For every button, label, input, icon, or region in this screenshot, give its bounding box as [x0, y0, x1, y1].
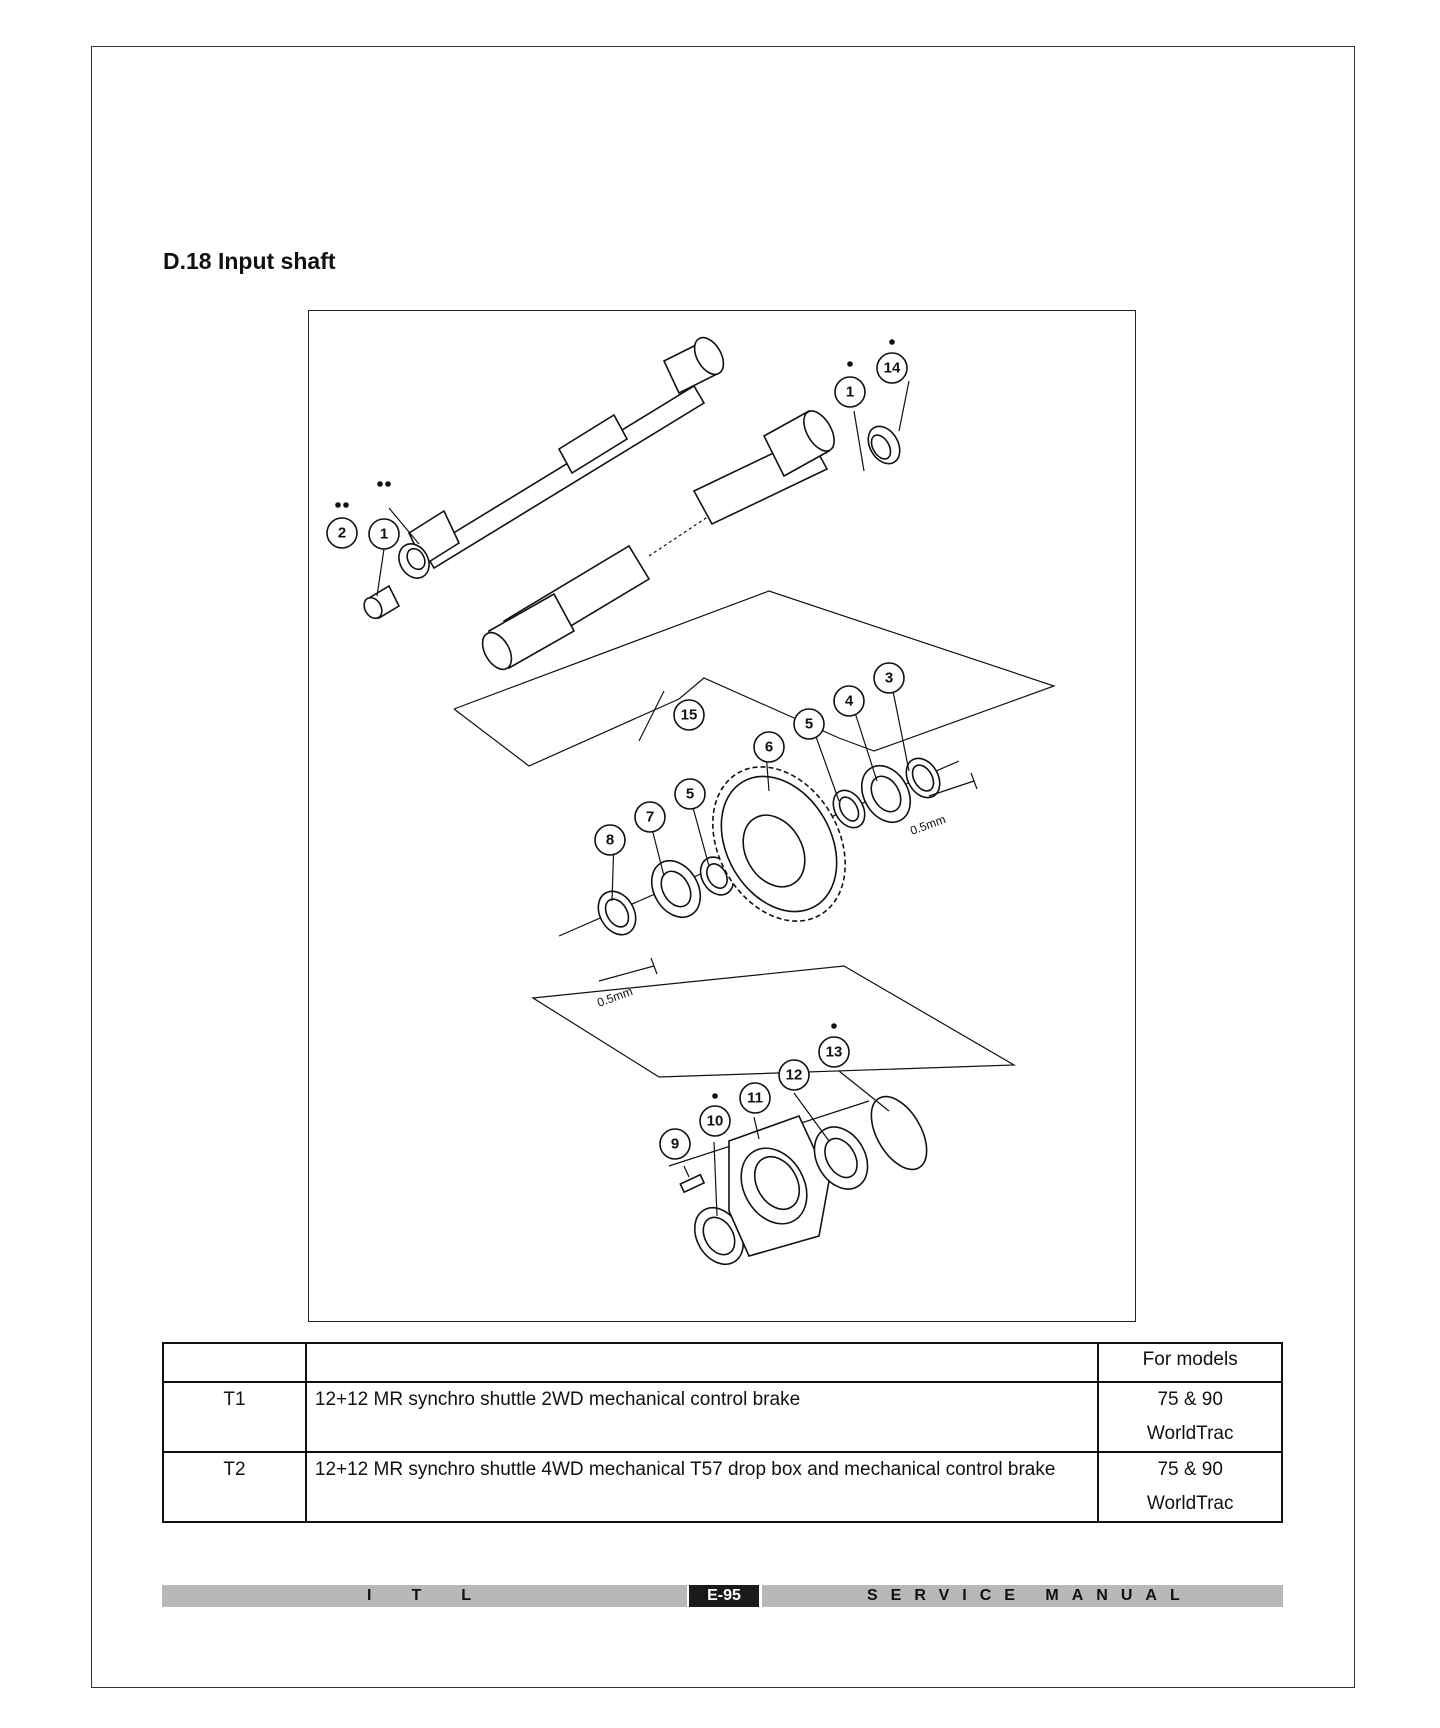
model-applicability-table: [162, 1342, 1283, 1523]
row-models: [1098, 1382, 1282, 1452]
svg-text:5: 5: [804, 715, 814, 733]
svg-text:1: 1: [845, 383, 855, 401]
footer-brand: ITL: [367, 1587, 511, 1604]
svg-text:4: 4: [844, 692, 854, 710]
callout-5-left: [675, 779, 705, 809]
row-models-line1: 75 & 90: [1157, 1459, 1223, 1480]
svg-text:9: 9: [670, 1135, 680, 1153]
svg-text:12: 12: [785, 1066, 803, 1084]
svg-text:8: 8: [605, 831, 615, 849]
callout-1-upper-left: [369, 519, 399, 549]
page-footer: [162, 1585, 1283, 1607]
svg-text:6: 6: [764, 738, 774, 756]
input-shaft-drawing: [361, 333, 730, 622]
callout-10: [700, 1106, 730, 1136]
callout-14: [877, 353, 907, 383]
svg-text:15: 15: [680, 706, 698, 724]
footer-left-band: [162, 1585, 687, 1607]
footer-right-band: [762, 1585, 1283, 1607]
row-code: T1: [163, 1382, 306, 1452]
callout-11: [740, 1083, 770, 1113]
callout-8: [595, 825, 625, 855]
row-models-line2: WorldTrac: [1146, 1423, 1234, 1444]
header-description: [306, 1343, 1098, 1382]
callout-2: [327, 518, 357, 548]
row-models-line1: 75 & 90: [1157, 1389, 1223, 1410]
table-header-row: [163, 1343, 1282, 1382]
row-description: 12+12 MR synchro shuttle 2WD mechanical control brake: [306, 1382, 1098, 1452]
callout-13: [819, 1037, 849, 1067]
table-row: [163, 1382, 1282, 1452]
callout-3: [874, 663, 904, 693]
footer-page-number: E-95: [689, 1585, 759, 1607]
svg-text:10: 10: [706, 1112, 724, 1130]
callout-9: [660, 1129, 690, 1159]
callout-6: [754, 732, 784, 762]
callout-4: [834, 686, 864, 716]
callout-1-upper-right: [835, 377, 865, 407]
svg-text:3: 3: [884, 669, 894, 687]
svg-text:1: 1: [379, 525, 389, 543]
section-title: D.18 Input shaft: [163, 248, 336, 274]
group-outline-lower: [533, 966, 1014, 1077]
svg-text:11: 11: [747, 1089, 763, 1107]
row-models: [1098, 1452, 1282, 1522]
row-description: 12+12 MR synchro shuttle 4WD mechanical T57 drop box and mechanical control brake: [306, 1452, 1098, 1522]
svg-text:13: 13: [825, 1043, 843, 1061]
svg-text:5: 5: [685, 785, 695, 803]
callout-15: [674, 700, 704, 730]
callout-7: [635, 802, 665, 832]
exploded-diagram: [308, 310, 1136, 1322]
diagram-canvas: [309, 311, 1135, 1321]
svg-text:7: 7: [645, 808, 655, 826]
leader-lines: [377, 381, 909, 1216]
header-code: [163, 1343, 306, 1382]
header-models: For models: [1098, 1343, 1282, 1382]
row-models-line2: WorldTrac: [1146, 1493, 1234, 1514]
svg-text:2: 2: [337, 524, 347, 542]
shaft-segment-drawing: [477, 406, 907, 674]
dimension-label-lower: 0.5mm: [595, 984, 635, 1010]
dimension-label-upper: 0.5mm: [908, 812, 948, 838]
callout-5-right: [794, 709, 824, 739]
callout-12: [779, 1060, 809, 1090]
table-row: [163, 1452, 1282, 1522]
row-code: T2: [163, 1452, 306, 1522]
svg-text:14: 14: [883, 359, 901, 377]
footer-manual-title: SERVICE MANUAL: [867, 1587, 1193, 1604]
